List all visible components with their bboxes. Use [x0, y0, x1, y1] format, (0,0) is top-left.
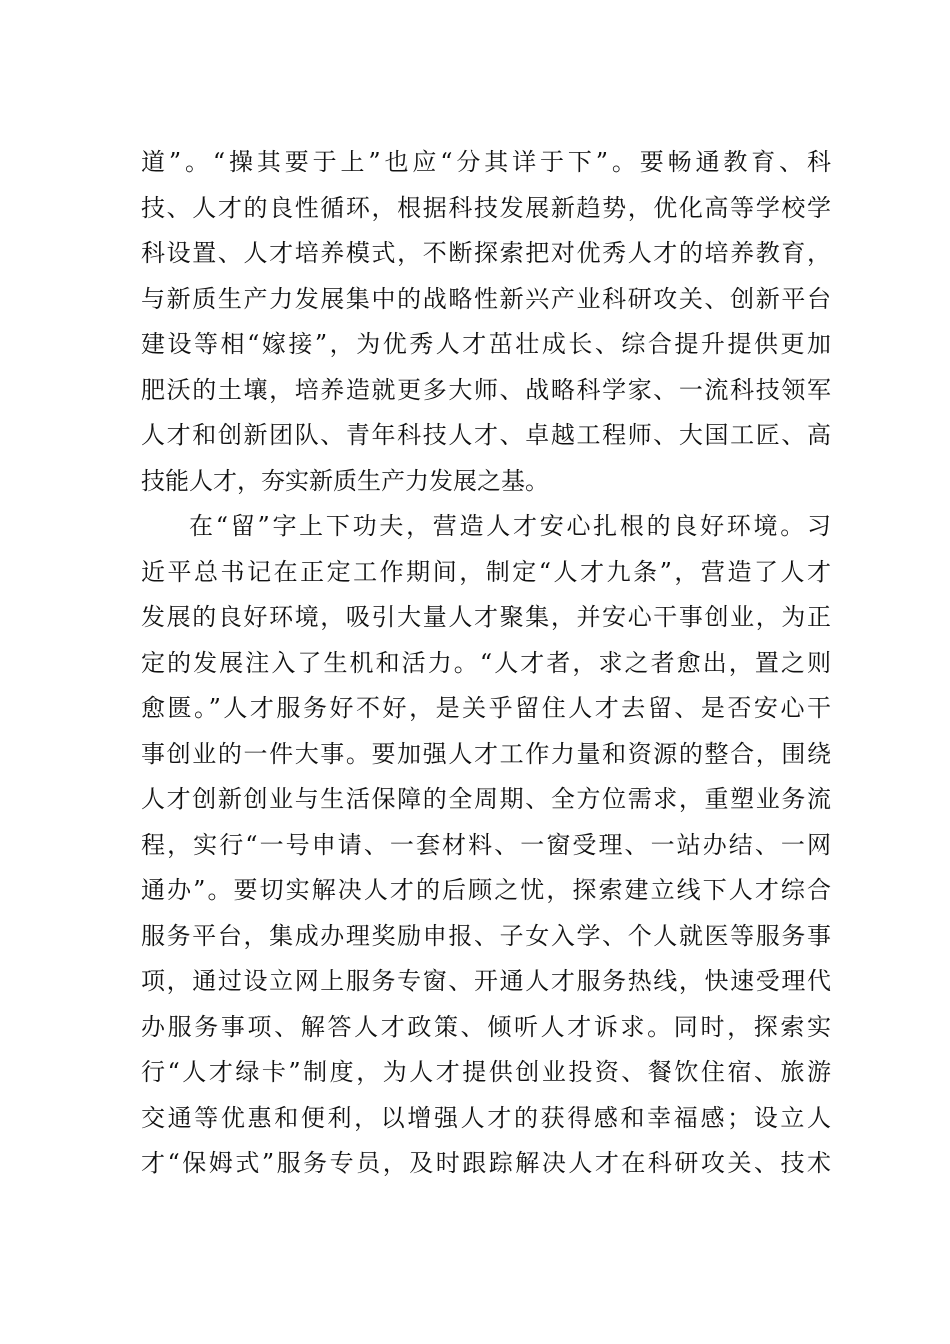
text-line: 项，通过设立网上服务专窗、开通人才服务热线，快速受理代: [141, 967, 831, 995]
text-line: 才“保姆式”服务专员，及时跟踪解决人才在科研攻关、技术: [141, 1149, 831, 1177]
text-line: 近平总书记在正定工作期间，制定“人才九条”，营造了人才: [141, 557, 831, 586]
text-line: 发展的良好环境，吸引大量人才聚集，并安心干事创业，为正: [141, 603, 831, 631]
text-line: 愈匮。”人才服务好不好，是关乎留住人才去留、是否安心干: [141, 694, 831, 722]
paragraph-start-line: 在“留”字上下功夫，营造人才安心扎根的良好环境。习: [189, 512, 831, 540]
text-line: 交通等优惠和便利，以增强人才的获得感和幸福感；设立人: [141, 1103, 831, 1132]
text-line: 行“人才绿卡”制度，为人才提供创业投资、餐饮住宿、旅游: [141, 1058, 831, 1086]
paragraph-end-line: 技能人才，夯实新质生产力发展之基。: [141, 466, 549, 495]
text-line: 事创业的一件大事。要加强人才工作力量和资源的整合，围绕: [141, 739, 831, 768]
document-body: [141, 140, 831, 1187]
text-line: 办服务事项、解答人才政策、倾听人才诉求。同时，探索实: [141, 1012, 831, 1041]
text-line: 道”。“操其要于上”也应“分其详于下”。要畅通教育、科: [141, 148, 831, 176]
text-line: 通办”。要切实解决人才的后顾之忧，探索建立线下人才综合: [141, 876, 831, 904]
text-line: 程，实行“一号申请、一套材料、一窗受理、一站办结、一网: [141, 830, 831, 859]
text-line: 建设等相“嫁接”，为优秀人才茁壮成长、综合提升提供更加: [141, 330, 831, 358]
text-line: 定的发展注入了生机和活力。“人才者，求之者愈出，置之则: [141, 648, 831, 677]
text-line: 人才和创新团队、青年科技人才、卓越工程师、大国工匠、高: [141, 421, 831, 449]
text-line: 服务平台，集成办理奖励申报、子女入学、个人就医等服务事: [141, 921, 831, 950]
text-line: 技、人才的良性循环，根据科技发展新趋势，优化高等学校学: [141, 193, 831, 222]
text-line: 人才创新创业与生活保障的全周期、全方位需求，重塑业务流: [141, 785, 831, 813]
text-line: 与新质生产力发展集中的战略性新兴产业科研攻关、创新平台: [141, 284, 831, 313]
text-line: 科设置、人才培养模式，不断探索把对优秀人才的培养教育，: [141, 239, 831, 267]
text-line: 肥沃的土壤，培养造就更多大师、战略科学家、一流科技领军: [141, 375, 831, 404]
